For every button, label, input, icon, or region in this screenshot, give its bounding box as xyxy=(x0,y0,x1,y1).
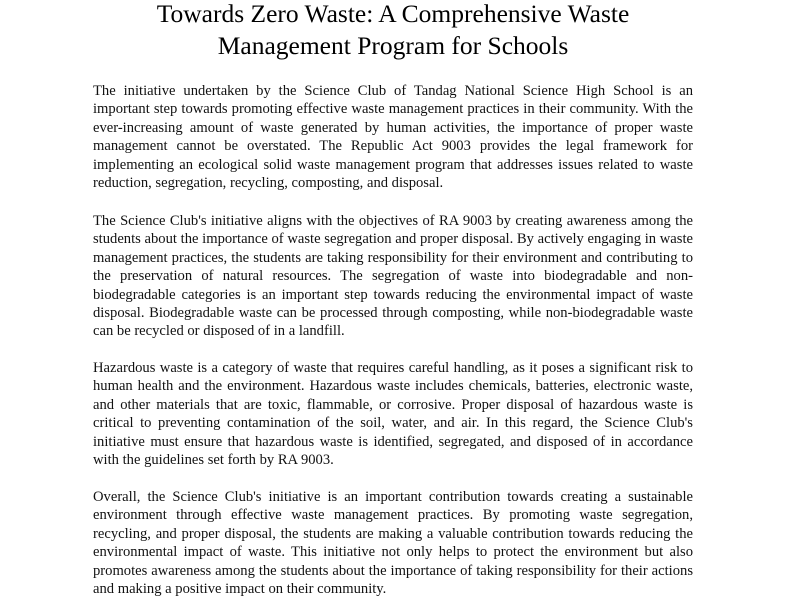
paragraph-4: Overall, the Science Club's initiative is an important contribution towards creating a sustainable environment through effective waste management practices. By promoting waste segregation, recycling, and proper disposal, the students are making a valuable contribution towards reducing the environmental impact of waste. This initiative not only helps to protect the environment but also promotes awareness among the students about the importance of taking responsibility for their actions and making a positive impact on their community. xyxy=(93,489,693,598)
document-title: Towards Zero Waste: A Comprehensive Waste Management Program for Schools xyxy=(156,0,630,60)
paragraph-2: The Science Club's initiative aligns with the objectives of RA 9003 by creating awareness among the students about the importance of waste segregation and proper disposal. By actively engaging in waste management practices, the students are taking responsibility for their environment and contributing to the preservation of natural resources. The segregation of waste into biodegradable and non-biodegradable categories is an important step towards reducing the environmental impact of waste disposal. Biodegradable waste can be processed through composting, while non-biodegradable waste can be recycled or disposed of in a landfill. xyxy=(93,213,693,340)
paragraph-1: The initiative undertaken by the Science Club of Tandag National Science High School is an important step towards promoting effective waste management practices in their community. With the ever-increasing amount of waste generated by human activities, the importance of proper waste management cannot be overstated. The Republic Act 9003 provides the legal framework for implementing an ecological solid waste management program that addresses issues related to waste reduction, segregation, recycling, composting, and disposal. xyxy=(93,83,693,192)
paragraph-3: Hazardous waste is a category of waste that requires careful handling, as it poses a significant risk to human health and the environment. Hazardous waste includes chemicals, batteries, electronic waste, and other materials that are toxic, flammable, or corrosive. Proper disposal of hazardous waste is critical to preventing contamination of the soil, water, and air. In this regard, the Science Club's initiative must ensure that hazardous waste is identified, segregated, and disposed of in accordance with the guidelines set forth by RA 9003. xyxy=(93,360,693,469)
